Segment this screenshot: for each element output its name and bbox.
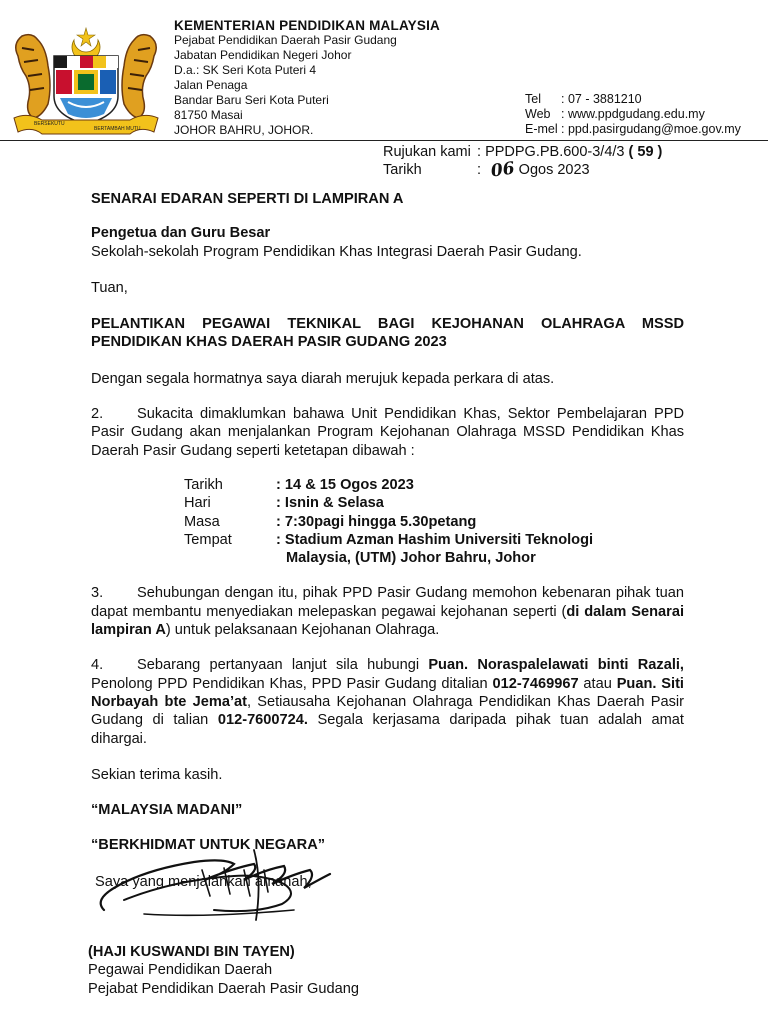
detail-label-venue: Tempat xyxy=(184,531,232,548)
contact-person-2: Puan. Siti Norbayah bte Jema’at xyxy=(91,675,684,710)
handwritten-signature xyxy=(84,840,344,925)
date-label: Tarikh xyxy=(383,162,422,178)
detail-value-venue-cont: Malaysia, (UTM) Johor Bahru, Johor xyxy=(286,550,536,567)
handwritten-day: 06 xyxy=(489,158,516,182)
addressee-title: Pengetua dan Guru Besar xyxy=(91,225,271,242)
paragraph-4-text: Segala kerjasama daripada pihak tuan adalah amat dihargai. xyxy=(91,712,684,747)
email-value: : ppd.pasirgudang@moe.gov.my xyxy=(561,122,741,136)
paragraph-4 xyxy=(91,656,684,747)
detail-label-date: Tarikh xyxy=(184,476,223,493)
contact-block xyxy=(525,92,741,137)
address-line: Bandar Baru Seri Kota Puteri xyxy=(174,93,329,107)
paragraph-3-text: Sehubungan dengan itu, pihak PPD Pasir Gudang memohon kebenaran pihak tuan dapat membantu menyediakan melepaskan pegawai kejohanan seperti ( xyxy=(91,585,684,620)
paragraph-3-end: ) untuk pelaksanaan Kejohanan Olahraga. xyxy=(165,622,440,639)
address-line: JOHOR BAHRU, JOHOR. xyxy=(174,123,314,137)
date-month-year: Ogos 2023 xyxy=(518,162,590,178)
salutation: Tuan, xyxy=(91,279,128,296)
recipient-list: SENARAI EDARAN SEPERTI DI LAMPIRAN A xyxy=(91,191,404,207)
paragraph-4-text: atau xyxy=(578,675,617,692)
crest-scroll-left-text: BERSEKUTU xyxy=(34,121,65,127)
letterhead-divider xyxy=(0,140,768,141)
ref-label: Rujukan kami xyxy=(383,144,471,160)
event-details xyxy=(184,476,684,567)
signatory-name: (HAJI KUSWANDI BIN TAYEN) xyxy=(88,944,295,961)
reference-block: Rujukan kami : PPDPG.PB.600-3/4/3 ( 59 ) Tarikh : 06 Ogos 2023 xyxy=(383,144,663,182)
letterhead-address xyxy=(174,18,440,138)
paragraph-4-text: , Setiausaha Kejohanan Olahraga Pendidikan Khas Daerah Pasir Gudang di talian xyxy=(91,693,684,729)
contact-person-1: Puan. Noraspalelawati binti Razali, xyxy=(428,657,684,674)
email-label: E-mel xyxy=(525,122,558,136)
detail-value-time: : 7:30pagi hingga 5.30petang xyxy=(276,513,477,530)
paragraph-2-number: 2. xyxy=(91,406,104,423)
detail-label-day: Hari xyxy=(184,495,211,512)
addressee-line: Sekolah-sekolah Program Pendidikan Khas Integrasi Daerah Pasir Gudang. xyxy=(91,243,582,260)
ref-value: PPDPG.PB.600-3/4/3 xyxy=(485,144,625,160)
tel-value: : 07 - 3881210 xyxy=(561,92,642,106)
ref-number: ( 59 ) xyxy=(628,144,663,160)
detail-value-venue: : Stadium Azman Hashim Universiti Teknologi xyxy=(276,531,594,548)
paragraph-4-text: Penolong PPD Pendidikan Khas, PPD Pasir Gudang ditalian xyxy=(91,675,493,692)
contact-phone-2: 012-7600724. xyxy=(217,712,308,729)
motto-malaysia-madani: “MALAYSIA MADANI” xyxy=(91,802,243,819)
paragraph-2-text: Sukacita dimaklumkan bahawa Unit Pendidikan Khas, Sektor Pembelajaran PPD Pasir Gudang akan menjalankan Program Kejohanan Olahraga MSSD Pendidikan Khas Daerah Pasir Gudang seperti ketetapan dibawah : xyxy=(91,406,684,459)
paragraph-1: Dengan segala hormatnya saya diarah merujuk kepada perkara di atas. xyxy=(91,370,555,387)
contact-phone-1: 012-7469967 xyxy=(492,675,579,692)
address-line: Pejabat Pendidikan Daerah Pasir Gudang xyxy=(174,33,397,47)
subject-line: PELANTIKAN PEGAWAI TEKNIKAL BAGI KEJOHANAN OLAHRAGA MSSD PENDIDIKAN KHAS DAERAH PASIR GUDANG 2023 xyxy=(91,316,684,351)
crest-scroll-right-text: BERTAMBAH MUTU xyxy=(94,126,141,132)
paragraph-3-bold: di dalam Senarai lampiran A xyxy=(91,603,684,639)
paragraph-3 xyxy=(91,584,684,639)
web-value: : www.ppdgudang.edu.my xyxy=(561,107,705,121)
paragraph-4-number: 4. xyxy=(91,657,104,674)
address-line: D.a.: SK Seri Kota Puteri 4 xyxy=(174,63,317,77)
detail-value-date: : 14 & 15 Ogos 2023 xyxy=(276,476,414,493)
address-line: 81750 Masai xyxy=(174,108,243,122)
tel-label: Tel xyxy=(525,92,541,106)
web-label: Web xyxy=(525,107,551,121)
trust-line: Saya yang menjalankan amanah, xyxy=(95,873,312,890)
address-line: Jabatan Pendidikan Negeri Johor xyxy=(174,48,352,62)
address-line: Jalan Penaga xyxy=(174,78,248,92)
coat-of-arms-logo xyxy=(8,26,164,138)
paragraph-4-text: Sebarang pertanyaan lanjut sila hubungi xyxy=(137,657,429,674)
detail-label-time: Masa xyxy=(184,513,220,530)
paragraph-3-number: 3. xyxy=(91,585,104,602)
closing-line: Sekian terima kasih. xyxy=(91,766,223,783)
signatory-title: Pegawai Pendidikan Daerah xyxy=(88,962,273,979)
detail-value-day: : Isnin & Selasa xyxy=(276,495,384,512)
signatory-office: Pejabat Pendidikan Daerah Pasir Gudang xyxy=(88,980,359,997)
paragraph-2 xyxy=(91,405,684,460)
ministry-name: KEMENTERIAN PENDIDIKAN MALAYSIA xyxy=(174,18,440,33)
motto-berkhidmat: “BERKHIDMAT UNTUK NEGARA” xyxy=(91,837,326,854)
